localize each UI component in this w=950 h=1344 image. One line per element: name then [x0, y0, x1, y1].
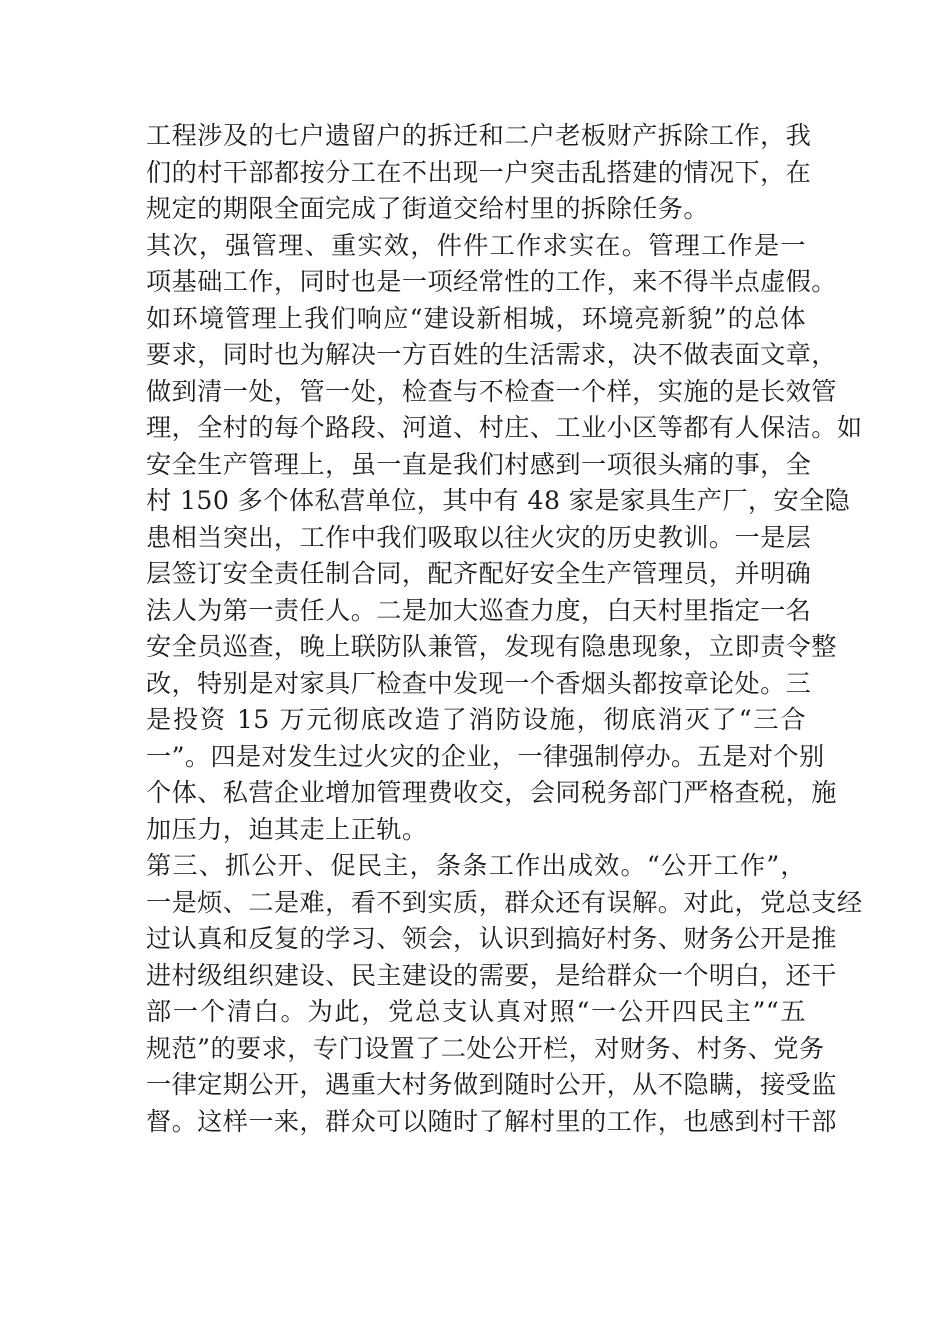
- text-line: 做到清一处，管一处，检查与不检查一个样，实施的是长效管: [146, 376, 837, 406]
- text-line: 层签订安全责任制合同，配齐配好安全生产管理员，并明确: [146, 559, 812, 588]
- text-line: 法人为第一责任人。二是加大巡查力度，白天村里指定一名: [146, 595, 812, 625]
- text-line: 理，全村的每个路段、河道、村庄、工业小区等都有人保洁。如: [146, 413, 863, 442]
- text-line: 第三、抓公开、促民主，条条工作出成效。“公开工作”，: [146, 851, 806, 880]
- text-line: 村 150 多个体私营单位，其中有 48 家是家具生产厂，安全隐: [146, 486, 851, 515]
- text-line: 加压力，迫其走上正轨。: [146, 814, 428, 844]
- text-line: 过认真和反复的学习、领会，认识到搞好村务、财务公开是推: [146, 924, 837, 953]
- text-line: 部一个清白。为此，党总支认真对照“一公开四民主”“五: [146, 997, 806, 1026]
- text-line: 是投资 15 万元彻底改造了消防设施，彻底消灭了“三合: [146, 705, 806, 734]
- text-line: 其次，强管理、重实效，件件工作求实在。管理工作是一: [146, 230, 806, 260]
- text-line: 工程涉及的七户遗留户的拆迁和二户老板财产拆除工作，我: [146, 121, 812, 150]
- text-line: 规范”的要求，专门设置了二处公开栏，对财务、村务、党务: [146, 1033, 825, 1063]
- text-line: 安全员巡查，晚上联防队兼管，发现有隐患现象，立即责令整: [146, 632, 837, 661]
- text-line: 改，特别是对家具厂检查中发现一个香烟头都按章论处。三: [146, 668, 812, 698]
- text-line: 一”。四是对发生过火灾的企业，一律强制停办。五是对个别: [146, 741, 825, 771]
- text-line: 规定的期限全面完成了街道交给村里的拆除任务。: [146, 194, 709, 223]
- text-line: 个体、私营企业增加管理费收交，会同税务部门严格查税，施: [146, 778, 837, 807]
- body-text: [146, 118, 863, 1140]
- text-line: 们的村干部都按分工在不出现一户突击乱搭建的情况下，在: [146, 157, 812, 187]
- text-line: 一是烦、二是难，看不到实质，群众还有误解。对此，党总支经: [146, 887, 863, 917]
- text-line: 安全生产管理上，虽一直是我们村感到一项很头痛的事，全: [146, 449, 812, 479]
- text-line: 一律定期公开，遇重大村务做到随时公开，从不隐瞒，接受监: [146, 1070, 837, 1099]
- text-line: 如环境管理上我们响应“建设新相城，环境亮新貌”的总体: [146, 303, 806, 333]
- text-line: 患相当突出，工作中我们吸取以往火灾的历史教训。一是层: [146, 522, 812, 552]
- text-line: 督。这样一来，群众可以随时了解村里的工作，也感到村干部: [146, 1106, 837, 1136]
- text-line: 项基础工作，同时也是一项经常性的工作，来不得半点虚假。: [146, 267, 837, 296]
- text-line: 进村级组织建设、民主建设的需要，是给群众一个明白，还干: [146, 960, 837, 990]
- text-line: 要求，同时也为解决一方百姓的生活需求，决不做表面文章，: [146, 340, 837, 369]
